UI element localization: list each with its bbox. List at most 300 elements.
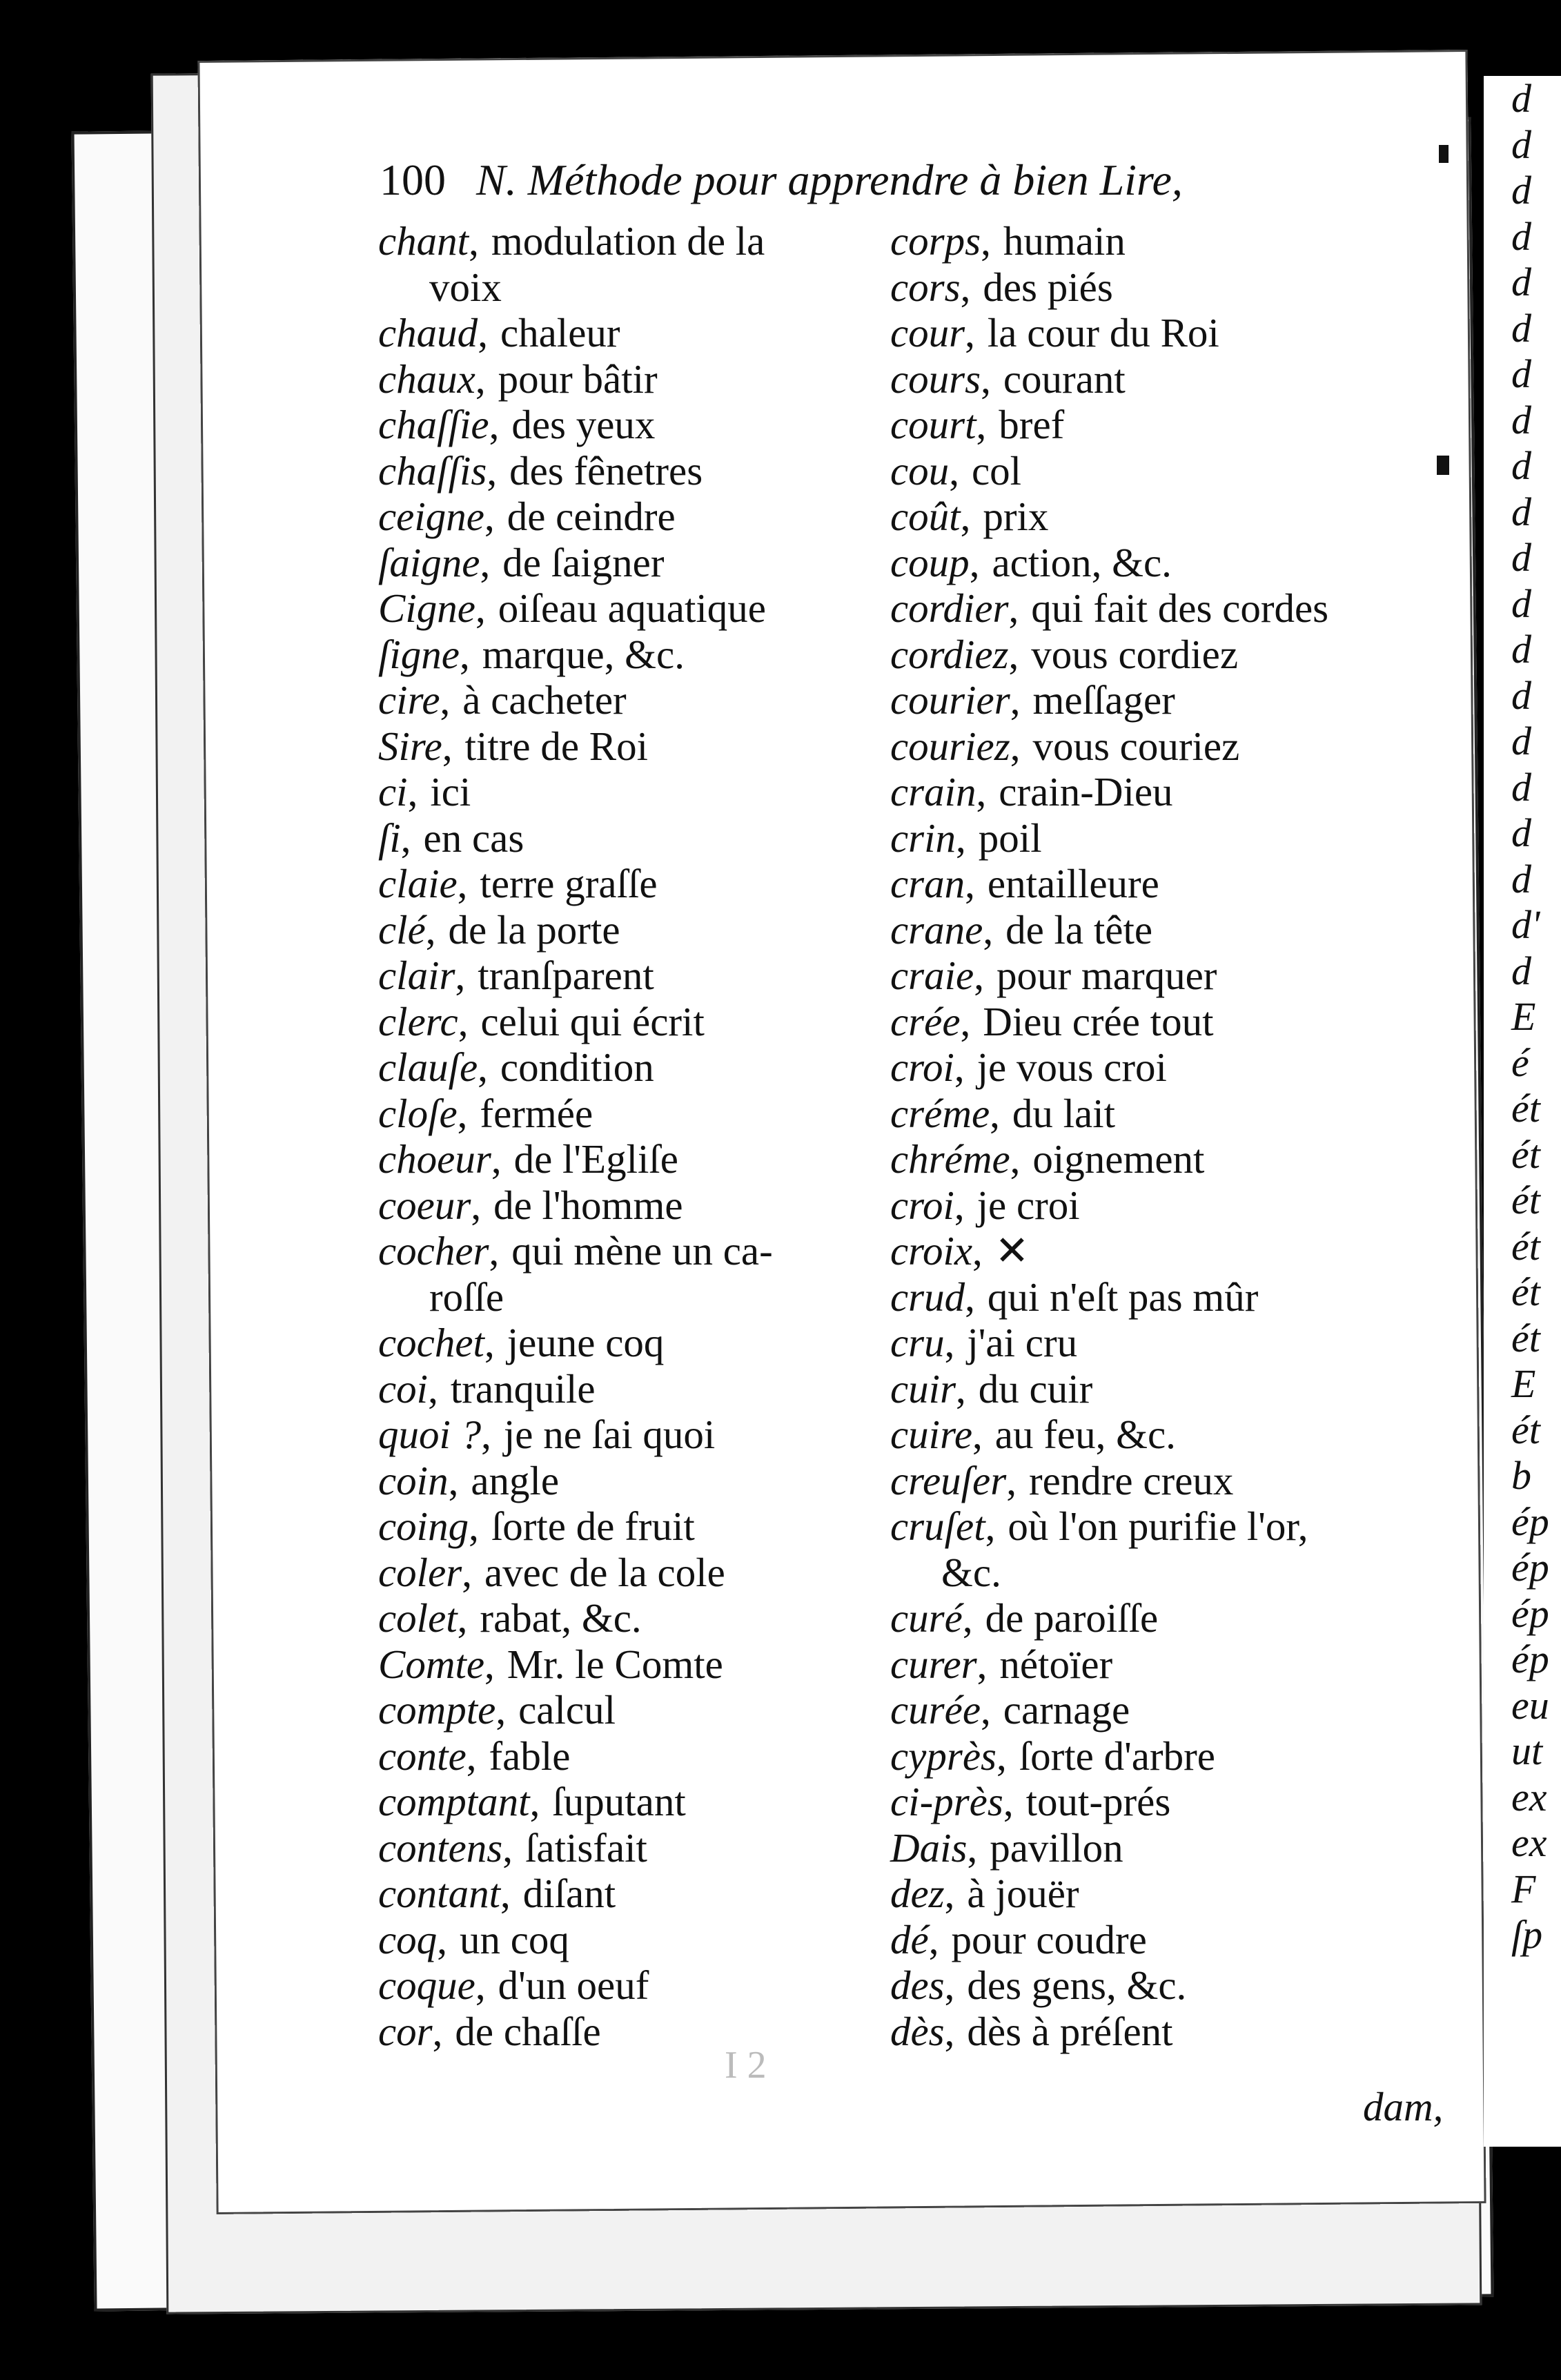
dictionary-entry: [890, 1412, 1498, 1458]
entry-definition: diſant: [522, 1871, 616, 1916]
entry-headword: creuſer: [890, 1457, 1007, 1503]
entry-headword: comptant: [378, 1779, 530, 1824]
dictionary-entry: [378, 1091, 861, 1137]
dictionary-entry: [890, 1779, 1498, 1825]
entry-separator: ,: [484, 1641, 495, 1687]
entry-headword: conte: [378, 1733, 467, 1779]
entry-definition: à jouër: [967, 1871, 1079, 1916]
entry-definition: marque, &c.: [482, 631, 685, 677]
entry-separator: ,: [459, 631, 470, 677]
entry-definition: jeune coq: [507, 1320, 665, 1365]
facing-page-fragment: d: [1511, 535, 1531, 580]
dictionary-entry: [378, 1641, 861, 1688]
dictionary-entry: [890, 1228, 1498, 1274]
entry-definition: de l'homme: [493, 1182, 683, 1228]
entry-separator: ,: [976, 1641, 988, 1687]
entry-headword: croi: [890, 1182, 954, 1228]
dictionary-entry: [890, 1044, 1498, 1091]
facing-page-fragment: ét: [1511, 1178, 1540, 1222]
dictionary-entry: [890, 1917, 1498, 1963]
dictionary-entry: [890, 723, 1498, 770]
entry-headword: cors: [890, 264, 961, 310]
entry-separator: ,: [400, 815, 411, 861]
facing-page-fragment: d: [1511, 351, 1531, 396]
dictionary-entry: [890, 356, 1498, 402]
entry-headword: court: [890, 402, 976, 447]
entry-headword: dez: [890, 1871, 945, 1916]
entry-separator: ,: [475, 1962, 486, 2008]
facing-page-fragment: ét: [1511, 1086, 1540, 1131]
dictionary-entry: [378, 356, 861, 402]
entry-separator: ,: [457, 861, 468, 906]
entry-separator: ,: [491, 1136, 502, 1182]
entry-headword: cor: [378, 2008, 433, 2054]
dictionary-entry: [378, 999, 861, 1045]
entry-definition: fermée: [480, 1090, 593, 1136]
right-column: [890, 218, 1498, 2054]
entry-definition: ſatisfait: [524, 1824, 647, 1871]
dictionary-entry: [890, 2009, 1498, 2055]
entry-definition: tranſparent: [478, 953, 654, 998]
dictionary-entry: [378, 861, 861, 907]
entry-definition: ſuputant: [552, 1779, 686, 1824]
entry-separator: ,: [489, 402, 500, 447]
entry-definition: dès à préſent: [967, 2008, 1173, 2054]
entry-definition: fable: [489, 1733, 571, 1779]
entry-headword: cou: [890, 447, 950, 494]
entry-definition: des fênetres: [509, 447, 703, 494]
entry-separator: ,: [956, 815, 966, 861]
entry-separator: ,: [1006, 1457, 1017, 1503]
ink-mark: [1437, 456, 1449, 475]
entry-headword: cordier: [890, 585, 1009, 631]
dictionary-entry: [378, 1595, 861, 1641]
entry-separator: ,: [1008, 631, 1019, 677]
dictionary-entry: [378, 1871, 861, 1917]
entry-definition: carnage: [1003, 1687, 1130, 1733]
entry-definition: tranquile: [450, 1365, 596, 1412]
entry-headword: coin: [378, 1457, 449, 1503]
entry-headword: chaux: [378, 355, 475, 402]
entry-separator: ,: [475, 585, 486, 631]
dictionary-entry: [890, 1091, 1498, 1137]
entry-headword: curé: [890, 1595, 963, 1641]
entry-definition: vous couriez: [1032, 723, 1240, 769]
entry-separator: ,: [981, 355, 991, 402]
entry-headword: cocher: [378, 1228, 489, 1274]
entry-separator: ,: [432, 2008, 443, 2054]
entry-separator: ,: [972, 1228, 983, 1274]
dictionary-entry: [378, 1182, 861, 1229]
entry-separator: ,: [928, 1916, 939, 1962]
entry-separator: ,: [1010, 1136, 1021, 1182]
entry-definition: titre de Roi: [464, 723, 649, 769]
left-column: [378, 218, 861, 2054]
entry-separator: ,: [425, 906, 436, 953]
dictionary-entry: [890, 999, 1498, 1045]
entry-definition: Dieu crée tout: [983, 998, 1214, 1044]
entry-separator: ,: [981, 1687, 991, 1733]
entry-separator: ,: [960, 494, 971, 539]
entry-headword: coque: [378, 1962, 475, 2008]
facing-page-fragment: d: [1511, 719, 1531, 763]
facing-page-fragment: ép: [1511, 1499, 1549, 1544]
dictionary-entry: [378, 1412, 861, 1458]
dictionary-entry: [378, 310, 861, 356]
entry-headword: chant: [378, 218, 469, 264]
entry-separator: ,: [469, 218, 479, 264]
entry-separator: ,: [1003, 1779, 1014, 1824]
entry-definition: de paroiſſe: [985, 1595, 1159, 1641]
entry-definition: modulation de la: [491, 218, 765, 264]
facing-page-fragment: é: [1511, 1040, 1529, 1085]
dictionary-entry: [378, 494, 861, 540]
facing-page-fragment: ex: [1511, 1774, 1547, 1820]
entry-definition: vous cordiez: [1031, 631, 1239, 677]
dictionary-entry: [890, 448, 1498, 494]
facing-page-fragment: ét: [1511, 1223, 1540, 1269]
facing-page-fragment: b: [1511, 1453, 1531, 1498]
entry-headword: Dais: [890, 1824, 968, 1871]
entry-headword: dès: [890, 2008, 945, 2054]
facing-page-fragment: d: [1511, 810, 1531, 855]
entry-separator: ,: [1008, 585, 1019, 631]
entry-definition: pavillon: [990, 1824, 1123, 1871]
entry-definition: condition: [500, 1044, 654, 1090]
dictionary-entry: [890, 1182, 1498, 1229]
dictionary-entry: [890, 1458, 1498, 1504]
running-header: [380, 149, 1346, 211]
facing-page-fragment: d: [1511, 305, 1531, 351]
entry-separator: ,: [990, 1090, 1000, 1136]
dictionary-entry: [890, 585, 1498, 632]
dictionary-entry: [890, 1320, 1498, 1366]
entry-headword: courier: [890, 677, 1010, 723]
dictionary-entry: [890, 218, 1498, 264]
dictionary-entry: [890, 1503, 1498, 1550]
entry-definition: tout-prés: [1025, 1779, 1171, 1824]
entry-separator: ,: [475, 355, 486, 402]
entry-headword: cochet: [378, 1320, 484, 1365]
dictionary-entry: [890, 310, 1498, 356]
entry-definition: de ſaigner: [502, 539, 665, 585]
entry-separator: ,: [1010, 677, 1021, 723]
entry-definition: pour coudre: [951, 1916, 1147, 1962]
entry-headword: ſaigne: [378, 539, 480, 585]
entry-headword: coq: [378, 1916, 438, 1962]
entry-definition: courant: [1003, 355, 1126, 402]
entry-definition: oignement: [1032, 1136, 1205, 1182]
dictionary-entry: [378, 769, 861, 815]
entry-headword: ceigne: [378, 494, 484, 539]
facing-page-fragment: d: [1511, 213, 1531, 259]
entry-headword: chaud: [378, 310, 478, 355]
entry-headword: crane: [890, 906, 983, 953]
entry-definition: crain-Dieu: [999, 769, 1173, 815]
dictionary-entry: [378, 1825, 861, 1871]
entry-headword: clauſe: [378, 1044, 478, 1090]
entry-separator: ,: [407, 769, 418, 815]
entry-separator: ,: [944, 1320, 955, 1365]
facing-page-fragment: d: [1511, 397, 1531, 442]
entry-headword: crée: [890, 998, 961, 1044]
entry-separator: ,: [480, 539, 491, 585]
facing-page-fragment: d: [1511, 121, 1531, 167]
dictionary-entry: [890, 1962, 1498, 2009]
dictionary-entry: [378, 1550, 861, 1596]
dictionary-entry: [890, 1274, 1498, 1320]
entry-headword: dé: [890, 1916, 929, 1962]
entry-headword: cordiez: [890, 631, 1009, 677]
entry-separator: ,: [974, 953, 984, 998]
entry-definition: qui mène un ca-: [511, 1228, 773, 1274]
entry-headword: craie: [890, 953, 974, 998]
entry-headword: cru: [890, 1320, 945, 1365]
entry-definition: meſſager: [1032, 677, 1175, 723]
entry-separator: ,: [944, 1871, 955, 1916]
entry-definition: terre graſſe: [480, 861, 658, 906]
dictionary-entry: [890, 632, 1498, 678]
entry-definition: pour marquer: [996, 953, 1217, 998]
entry-separator: ,: [466, 1733, 477, 1779]
entry-separator: ,: [965, 1274, 975, 1320]
entry-definition: de chaſſe: [455, 2008, 601, 2054]
entry-separator: ,: [462, 1549, 472, 1595]
entry-separator: ,: [954, 1044, 965, 1090]
entry-separator: ,: [996, 1733, 1007, 1779]
facing-page-fragment: d': [1511, 902, 1540, 947]
entry-headword: quoi ?: [378, 1412, 482, 1457]
entry-headword: créme: [890, 1090, 990, 1136]
dictionary-entry: [378, 815, 861, 861]
entry-headword: cour: [890, 310, 965, 355]
dictionary-entry: [890, 1641, 1498, 1688]
entry-definition: j'ai cru: [967, 1320, 1078, 1365]
dictionary-entry: [378, 1044, 861, 1091]
dictionary-entry: [890, 861, 1498, 907]
page-number: 100: [380, 155, 446, 204]
dictionary-entry: [378, 677, 861, 723]
dictionary-entry: [378, 1687, 861, 1733]
dictionary-entry: [890, 1825, 1498, 1871]
entry-definition: de l'Egliſe: [513, 1136, 678, 1182]
entry-separator: ,: [481, 1412, 491, 1457]
facing-page-fragment: ét: [1511, 1315, 1540, 1360]
dictionary-entry: [378, 1366, 861, 1412]
entry-definition: chaleur: [500, 310, 620, 355]
entry-definition: rabat, &c.: [480, 1595, 642, 1641]
entry-headword: colet: [378, 1595, 458, 1641]
dictionary-entry: [890, 540, 1498, 586]
entry-separator: ,: [960, 264, 971, 310]
entry-definition: à cacheter: [462, 677, 627, 723]
entry-headword: ci-près: [890, 1779, 1003, 1824]
entry-headword: croix: [890, 1228, 973, 1274]
entry-headword: crud: [890, 1274, 965, 1320]
entry-definition: qui fait des cordes: [1031, 585, 1329, 631]
dictionary-entry: [378, 1503, 861, 1550]
facing-page-fragment: d: [1511, 260, 1531, 304]
entry-separator: ,: [972, 1412, 983, 1457]
entry-separator: ,: [489, 1228, 500, 1274]
entry-separator: ,: [442, 723, 453, 769]
facing-page-fragment: F: [1511, 1866, 1536, 1911]
entry-separator: ,: [1010, 723, 1021, 769]
entry-headword: chaſſie: [378, 402, 489, 447]
facing-page-fragment: ét: [1511, 1131, 1540, 1177]
dictionary-entry: [378, 907, 861, 953]
entry-separator: ,: [949, 447, 959, 494]
facing-page-fragment: d: [1511, 443, 1531, 488]
dictionary-entry: [378, 1458, 861, 1504]
entry-headword: ci: [378, 769, 408, 815]
entry-definition: prix: [983, 494, 1049, 539]
entry-definition: avec de la cole: [484, 1549, 725, 1595]
entry-headword: clé: [378, 906, 426, 953]
running-title: N. Méthode pour apprendre à bien Lire,: [476, 155, 1183, 204]
entry-definition: au feu, &c.: [994, 1412, 1176, 1457]
dictionary-entry: [378, 953, 861, 999]
entry-definition: où l'on purifie l'or,: [1008, 1503, 1308, 1549]
dictionary-entry: [378, 723, 861, 770]
facing-page-fragment: d: [1511, 948, 1531, 993]
entry-headword: corps: [890, 218, 981, 264]
entry-definition: en cas: [423, 815, 524, 861]
entry-separator: ,: [437, 1916, 447, 1962]
entry-headword: crin: [890, 815, 956, 861]
dictionary-entry: [378, 1228, 861, 1274]
entry-separator: ,: [469, 1503, 479, 1549]
facing-page-fragment: ép: [1511, 1590, 1549, 1636]
entry-separator: ,: [976, 402, 987, 447]
entry-headword: cuire: [890, 1412, 973, 1457]
facing-page-fragment: E: [1511, 994, 1536, 1039]
entry-separator: ,: [440, 677, 451, 723]
entry-headword: chréme: [890, 1136, 1010, 1182]
entry-definition: je ne ſai quoi: [503, 1412, 716, 1457]
dictionary-entry: [890, 1136, 1498, 1182]
entry-separator: ,: [529, 1779, 540, 1824]
entry-separator: ,: [954, 1182, 965, 1228]
facing-page-fragment: ſp: [1511, 1912, 1543, 1957]
entry-separator: ,: [967, 1824, 978, 1871]
facing-page-fragment: d: [1511, 581, 1531, 626]
entry-separator: ,: [956, 1365, 966, 1412]
entry-headword: chaſſis: [378, 447, 487, 494]
entry-separator: ,: [471, 1182, 482, 1228]
entry-headword: cours: [890, 355, 981, 402]
entry-separator: ,: [455, 953, 466, 998]
dictionary-entry: [378, 540, 861, 586]
facing-page-fragment: ét: [1511, 1407, 1540, 1452]
facing-page-fragment: ut: [1511, 1728, 1543, 1773]
dictionary-entry: [378, 218, 861, 264]
dictionary-entry: [378, 1917, 861, 1963]
entry-definition: un coq: [459, 1916, 569, 1962]
entry-definition: angle: [471, 1457, 560, 1503]
entry-separator: ,: [965, 310, 975, 355]
entry-headword: compte: [378, 1687, 496, 1733]
entry-separator: ,: [500, 1871, 511, 1916]
dictionary-entry: [378, 402, 861, 448]
entry-separator: ,: [448, 1457, 459, 1503]
entry-headword: contant: [378, 1871, 500, 1916]
dictionary-entry: [378, 1962, 861, 2009]
facing-page-fragment: eu: [1511, 1682, 1549, 1728]
ink-mark: [1439, 145, 1449, 163]
entry-separator: ,: [944, 2008, 955, 2054]
entry-definition: du lait: [1012, 1090, 1116, 1136]
entry-definition: je croi: [976, 1182, 1080, 1228]
entry-headword: ſigne: [378, 631, 460, 677]
entry-separator: ,: [969, 539, 980, 585]
dictionary-entry: [890, 1366, 1498, 1412]
dictionary-entry: [890, 953, 1498, 999]
entry-separator: ,: [484, 494, 495, 539]
entry-headword: cran: [890, 861, 965, 906]
dictionary-entry: [890, 1871, 1498, 1917]
entry-headword: contens: [378, 1824, 503, 1871]
entry-continuation: voix: [429, 264, 502, 310]
entry-separator: ,: [478, 310, 488, 355]
dictionary-entry: [378, 1320, 861, 1366]
entry-definition: col: [971, 447, 1022, 494]
facing-page-fragment: d: [1511, 672, 1531, 718]
entry-definition: ✕: [994, 1228, 1030, 1274]
entry-separator: ,: [457, 1090, 468, 1136]
entry-headword: coler: [378, 1549, 462, 1595]
dictionary-entry: [378, 1733, 861, 1779]
facing-page-fragment: E: [1511, 1361, 1536, 1406]
dictionary-entry: [890, 677, 1498, 723]
facing-page-fragment: d: [1511, 489, 1531, 534]
entry-headword: choeur: [378, 1136, 491, 1182]
entry-headword: clerc: [378, 998, 458, 1044]
entry-headword: Sire: [378, 723, 442, 769]
facing-page-fragment: d: [1511, 764, 1531, 810]
entry-headword: cire: [378, 677, 440, 723]
entry-definition: de la tête: [1005, 906, 1153, 953]
entry-separator: ,: [428, 1365, 438, 1412]
entry-headword: cuir: [890, 1365, 956, 1412]
entry-headword: Cigne: [378, 585, 475, 631]
entry-separator: ,: [458, 998, 469, 1044]
facing-page-fragment: d: [1511, 627, 1531, 672]
entry-headword: coeur: [378, 1182, 471, 1228]
entry-definition: entailleure: [987, 861, 1159, 906]
entry-separator: ,: [981, 218, 991, 264]
entry-definition: humain: [1003, 218, 1126, 264]
entry-definition: ſorte de fruit: [491, 1503, 695, 1549]
entry-definition: des piés: [983, 264, 1113, 310]
entry-separator: ,: [478, 1044, 488, 1090]
entry-definition: des yeux: [511, 402, 656, 447]
dictionary-entry: [378, 448, 861, 494]
entry-definition: des gens, &c.: [967, 1962, 1187, 2008]
entry-separator: ,: [965, 861, 975, 906]
dictionary-entry: [890, 494, 1498, 540]
dictionary-entry: [378, 2009, 861, 2055]
facing-page-fragment: ex: [1511, 1820, 1547, 1865]
entry-definition: Mr. le Comte: [507, 1641, 723, 1687]
entry-separator: ,: [457, 1595, 468, 1641]
entry-separator: ,: [962, 1595, 973, 1641]
entry-headword: claie: [378, 861, 458, 906]
entry-separator: ,: [944, 1962, 955, 2008]
entry-separator: ,: [495, 1687, 507, 1733]
dictionary-entry: [890, 1687, 1498, 1733]
entry-definition: bref: [999, 402, 1065, 447]
